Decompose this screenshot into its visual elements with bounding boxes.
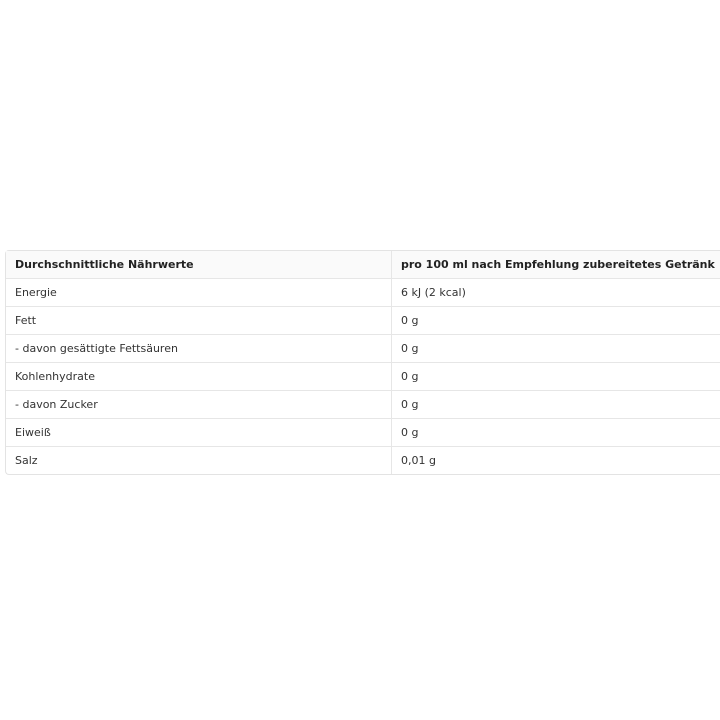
table-row (6, 278, 720, 306)
nutrient-value: 0 g (401, 370, 419, 383)
table-row (6, 390, 720, 418)
nutrient-name: Fett (6, 307, 392, 334)
nutrient-value: 0 g (401, 314, 419, 327)
nutrient-name: Eiweiß (6, 419, 392, 446)
table-row (6, 446, 720, 474)
nutrient-name: Salz (6, 447, 392, 474)
table-row (6, 362, 720, 390)
nutrient-name: Kohlenhydrate (6, 363, 392, 390)
nutrient-value: 0,01 g (401, 454, 436, 467)
nutrient-value: 0 g (401, 398, 419, 411)
nutrient-value: 0 g (401, 426, 419, 439)
table-row (6, 334, 720, 362)
nutrient-name: - davon Zucker (6, 391, 392, 418)
table-row (6, 418, 720, 446)
nutrient-value: 6 kJ (2 kcal) (401, 286, 466, 299)
nutrition-table (5, 250, 720, 475)
header-nutrient-label: Durchschnittliche Nährwerte (6, 251, 392, 278)
header-amount-label: pro 100 ml nach Empfehlung zubereitetes Getränk (401, 258, 715, 271)
nutrient-name: Energie (6, 279, 392, 306)
table-row (6, 306, 720, 334)
nutrient-name: - davon gesättigte Fettsäuren (6, 335, 392, 362)
table-header-row (6, 251, 720, 278)
nutrient-value: 0 g (401, 342, 419, 355)
